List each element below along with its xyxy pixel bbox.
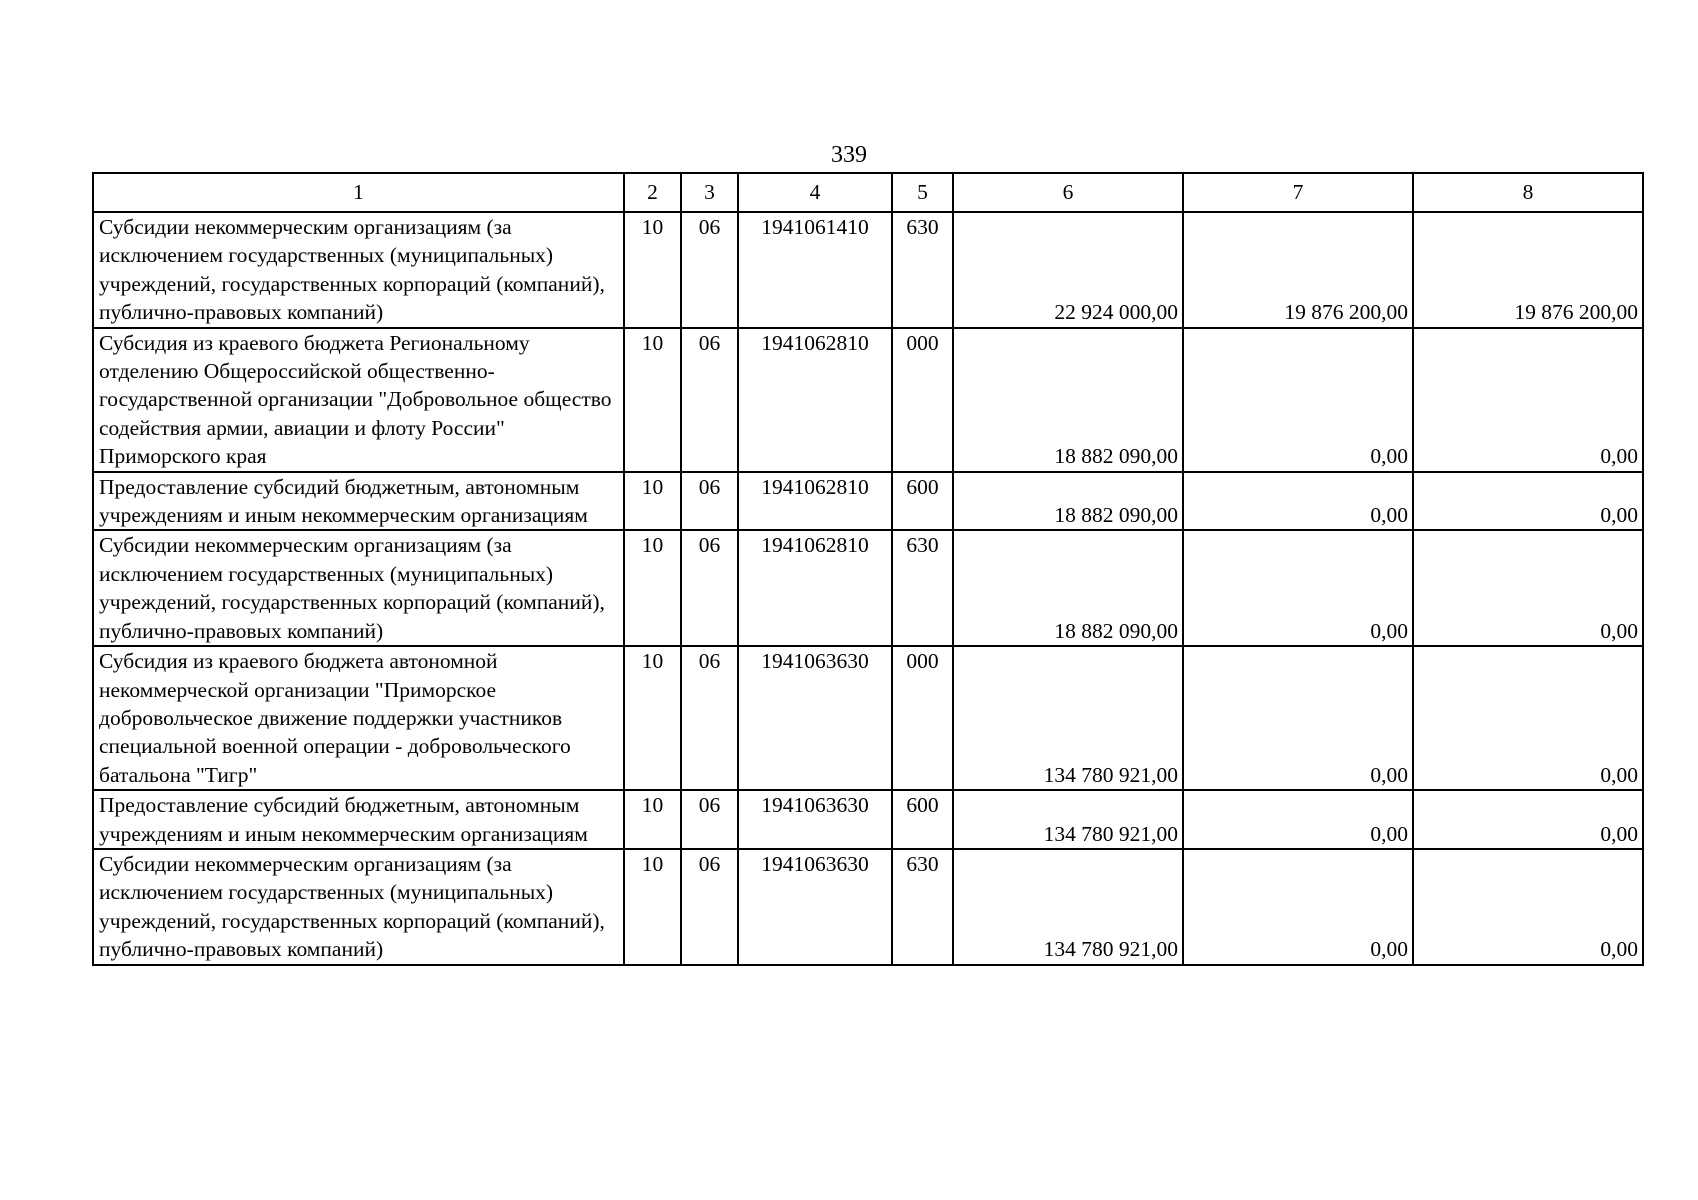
row-subsection: 06 [681,646,738,790]
row-description: Предоставление субсидий бюджетным, автономным учреждениям и иным некоммерческим организациям [93,790,624,849]
row-amount-1: 22 924 000,00 [953,212,1183,328]
row-subsection: 06 [681,530,738,646]
row-section: 10 [624,849,681,965]
table-row [93,849,1643,965]
row-section: 10 [624,646,681,790]
column-header: 5 [892,173,953,212]
column-header: 3 [681,173,738,212]
table-row [93,790,1643,849]
column-header: 1 [93,173,624,212]
row-target-article: 1941062810 [738,530,892,646]
budget-table [92,172,1644,966]
row-description: Предоставление субсидий бюджетным, автономным учреждениям и иным некоммерческим организациям [93,472,624,531]
row-amount-2: 0,00 [1183,530,1413,646]
column-header: 7 [1183,173,1413,212]
row-expense-type: 630 [892,530,953,646]
row-amount-2: 0,00 [1183,328,1413,472]
row-section: 10 [624,328,681,472]
row-target-article: 1941063630 [738,646,892,790]
row-amount-1: 134 780 921,00 [953,790,1183,849]
row-section: 10 [624,212,681,328]
row-subsection: 06 [681,472,738,531]
row-amount-3: 0,00 [1413,328,1643,472]
row-expense-type: 000 [892,646,953,790]
row-amount-2: 0,00 [1183,646,1413,790]
row-amount-3: 0,00 [1413,472,1643,531]
row-description: Субсидии некоммерческим организациям (за исключением государственных (муниципальных) учреждений, государственных корпораций (компаний), публично-правовых компаний) [93,530,624,646]
row-section: 10 [624,530,681,646]
row-amount-1: 18 882 090,00 [953,530,1183,646]
column-header: 4 [738,173,892,212]
row-amount-1: 18 882 090,00 [953,328,1183,472]
row-amount-3: 0,00 [1413,849,1643,965]
row-amount-3: 0,00 [1413,646,1643,790]
row-amount-2: 0,00 [1183,472,1413,531]
page-number: 339 [831,142,867,168]
table-row [93,328,1643,472]
row-description: Субсидии некоммерческим организациям (за исключением государственных (муниципальных) учреждений, государственных корпораций (компаний), публично-правовых компаний) [93,849,624,965]
table-header-row [93,173,1643,212]
row-expense-type: 600 [892,790,953,849]
row-amount-3: 19 876 200,00 [1413,212,1643,328]
row-subsection: 06 [681,849,738,965]
row-target-article: 1941061410 [738,212,892,328]
row-amount-3: 0,00 [1413,790,1643,849]
row-description: Субсидия из краевого бюджета Региональному отделению Общероссийской общественно-государственной организации "Добровольное общество содействия армии, авиации и флоту России" Приморского края [93,328,624,472]
row-expense-type: 630 [892,849,953,965]
row-amount-1: 18 882 090,00 [953,472,1183,531]
row-target-article: 1941063630 [738,849,892,965]
row-amount-3: 0,00 [1413,530,1643,646]
row-expense-type: 600 [892,472,953,531]
row-subsection: 06 [681,790,738,849]
row-amount-2: 19 876 200,00 [1183,212,1413,328]
row-amount-2: 0,00 [1183,849,1413,965]
row-amount-1: 134 780 921,00 [953,849,1183,965]
table-row [93,472,1643,531]
table-row [93,646,1643,790]
row-description: Субсидия из краевого бюджета автономной некоммерческой организации "Приморское добровольческое движение поддержки участников специальной военной операции - добровольческого батальона "Тигр" [93,646,624,790]
row-description: Субсидии некоммерческим организациям (за исключением государственных (муниципальных) учреждений, государственных корпораций (компаний), публично-правовых компаний) [93,212,624,328]
row-subsection: 06 [681,212,738,328]
table-row [93,530,1643,646]
row-expense-type: 000 [892,328,953,472]
row-expense-type: 630 [892,212,953,328]
row-amount-1: 134 780 921,00 [953,646,1183,790]
row-target-article: 1941062810 [738,328,892,472]
table-row [93,212,1643,328]
row-target-article: 1941063630 [738,790,892,849]
column-header: 6 [953,173,1183,212]
column-header: 8 [1413,173,1643,212]
row-section: 10 [624,790,681,849]
row-target-article: 1941062810 [738,472,892,531]
row-amount-2: 0,00 [1183,790,1413,849]
row-subsection: 06 [681,328,738,472]
column-header: 2 [624,173,681,212]
row-section: 10 [624,472,681,531]
